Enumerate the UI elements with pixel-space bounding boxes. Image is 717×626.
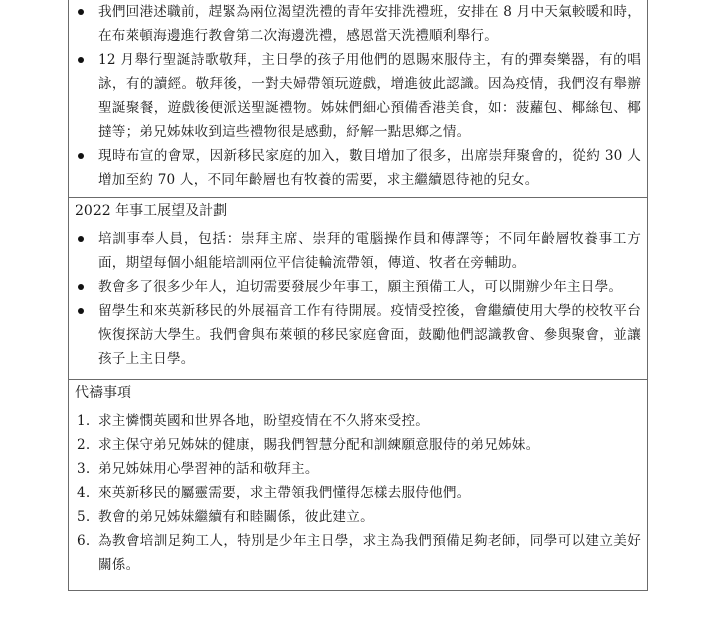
list-item: 2. 求主保守弟兄姊妹的健康，賜我們智慧分配和訓練願意服侍的弟兄姊妹。: [75, 433, 641, 457]
list-item: 4. 來英新移民的屬靈需要，求主帶領我們懂得怎樣去服侍他們。: [75, 481, 641, 505]
bullet-list: [75, 0, 641, 192]
list-item: 5. 教會的弟兄姊妹繼續有和睦關係，彼此建立。: [75, 505, 641, 529]
bullet-list: [75, 227, 641, 371]
bullet-icon: [78, 57, 84, 63]
numbered-list: [75, 409, 641, 577]
item-number: 3.: [77, 461, 91, 477]
bullet-icon: [78, 153, 84, 159]
section-title: 代禱事項: [75, 385, 131, 401]
item-number: 6.: [77, 533, 91, 549]
section-ministry-report: [69, 0, 647, 197]
list-item: 留學生和來英新移民的外展福音工作有待開展。疫情受控後，會繼續使用大學的校牧平台恢復探訪大學生。我們會與布萊頓的移民家庭會面，鼓勵他們認識教會、參與聚會，並讓孩子上主日學。: [75, 299, 641, 371]
item-number: 5.: [77, 509, 91, 525]
bullet-icon: [78, 284, 84, 290]
section-title: 2022 年事工展望及計劃: [75, 203, 228, 219]
item-number: 4.: [77, 485, 91, 501]
list-item: 6. 為教會培訓足夠工人，特別是少年主日學，求主為我們預備足夠老師，同學可以建立美好關係。: [75, 529, 641, 577]
list-item: 12 月舉行聖誕詩歌敬拜，主日學的孩子用他們的恩賜來服侍主，有的彈奏樂器，有的唱詠，有的讀經。敬拜後，一對夫婦帶領玩遊戲，增進彼此認識。因為疫情，我們沒有舉辦聖誕聚餐，遊戲後便派送聖誕禮物。姊妹們細心預備香港美食，如：菠蘿包、椰絲包、椰撻等；弟兄姊妹收到這些禮物很是感動，紓解一點思鄉之情。: [75, 48, 641, 144]
bullet-icon: [78, 236, 84, 242]
list-item: 1. 求主憐憫英國和世界各地，盼望疫情在不久將來受控。: [75, 409, 641, 433]
list-item: 現時布宣的會眾，因新移民家庭的加入，數目增加了很多，出席崇拜聚會的，從約 30 人增加至約 70 人，不同年齡層也有牧養的需要，求主繼續恩待祂的兒女。: [75, 144, 641, 192]
item-number: 2.: [77, 437, 91, 453]
list-item: 我們回港述職前，趕緊為兩位渴望洗禮的青年安排洗禮班，安排在 8 月中天氣較暖和時，在布萊頓海邊進行教會第二次海邊洗禮，感恩當天洗禮順利舉行。: [75, 0, 641, 48]
list-item: 3. 弟兄姊妹用心學習神的話和敬拜主。: [75, 457, 641, 481]
bullet-icon: [78, 9, 84, 15]
report-table: [68, 0, 648, 591]
section-2022-plans: [69, 197, 647, 379]
item-number: 1.: [77, 413, 91, 429]
section-prayer-items: [69, 379, 647, 590]
list-item: 培訓事奉人員，包括：崇拜主席、崇拜的電腦操作員和傳譯等；不同年齡層牧養事工方面，期望每個小組能培訓兩位平信徒輪流帶領，傳道、牧者在旁輔助。: [75, 227, 641, 275]
list-item: 教會多了很多少年人，迫切需要發展少年事工，願主預備工人，可以開辦少年主日學。: [75, 275, 641, 299]
bullet-icon: [78, 308, 84, 314]
